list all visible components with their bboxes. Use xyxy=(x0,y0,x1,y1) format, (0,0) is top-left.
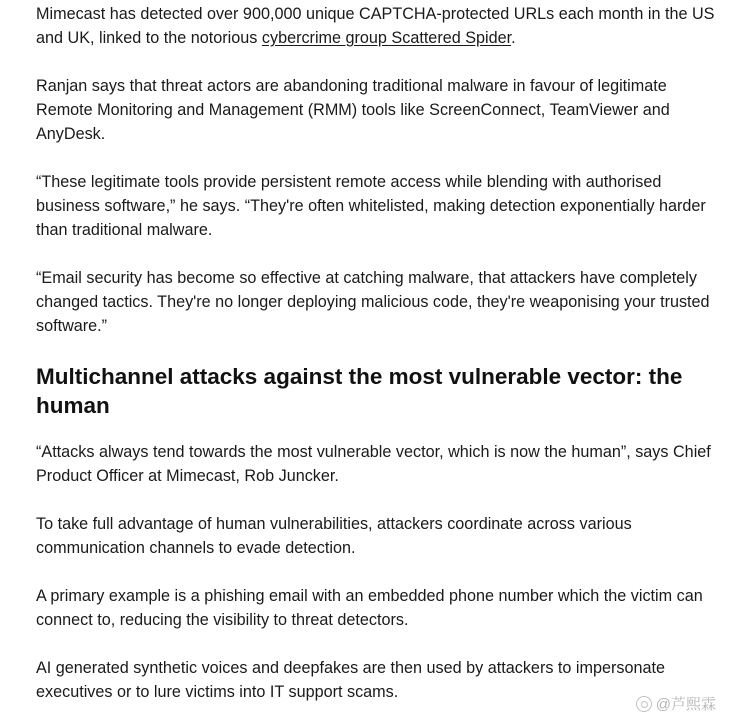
paragraph-captcha-urls xyxy=(36,2,716,50)
paragraph-phishing-example: A primary example is a phishing email with an embedded phone number which the victim can connect to, reducing the visibility to threat detectors. xyxy=(36,587,703,629)
section-heading: Multichannel attacks against the most vulnerable vector: the human xyxy=(36,364,683,418)
watermark xyxy=(636,693,716,714)
paragraph-email-security-quote: “Email security has become so effective at catching malware, that attackers have completely changed tactics. They're no longer deploying malicious code, they're weaponising your trusted software.” xyxy=(36,269,710,335)
article-body xyxy=(36,2,716,728)
paragraph-text: Mimecast has detected over 900,000 unique CAPTCHA-protected URLs each month in the US and UK, linked to the notorious xyxy=(36,5,715,47)
paragraph-deepfakes: AI generated synthetic voices and deepfakes are then used by attackers to impersonate executives or to lure victims into IT support scams. xyxy=(36,659,665,701)
paragraph-human-vulnerabilities: To take full advantage of human vulnerabilities, attackers coordinate across various communication channels to evade detection. xyxy=(36,515,632,557)
watermark-text: @芦熙霖 xyxy=(655,696,716,713)
watermark-logo-icon xyxy=(636,696,652,712)
scattered-spider-link[interactable]: cybercrime group Scattered Spider xyxy=(261,29,512,47)
paragraph-text-end: . xyxy=(511,29,516,47)
paragraph-legitimate-tools-quote: “These legitimate tools provide persistent remote access while blending with authorised business software,” he says. “They're often whitelisted, making detection exponentially harder than traditional malware. xyxy=(36,173,706,239)
paragraph-rmm-tools: Ranjan says that threat actors are abandoning traditional malware in favour of legitimate Remote Monitoring and Management (RMM) tools like ScreenConnect, TeamViewer and AnyDesk. xyxy=(36,77,670,143)
paragraph-vulnerable-vector-quote: “Attacks always tend towards the most vulnerable vector, which is now the human”, says Chief Product Officer at Mimecast, Rob Juncker. xyxy=(36,443,711,485)
